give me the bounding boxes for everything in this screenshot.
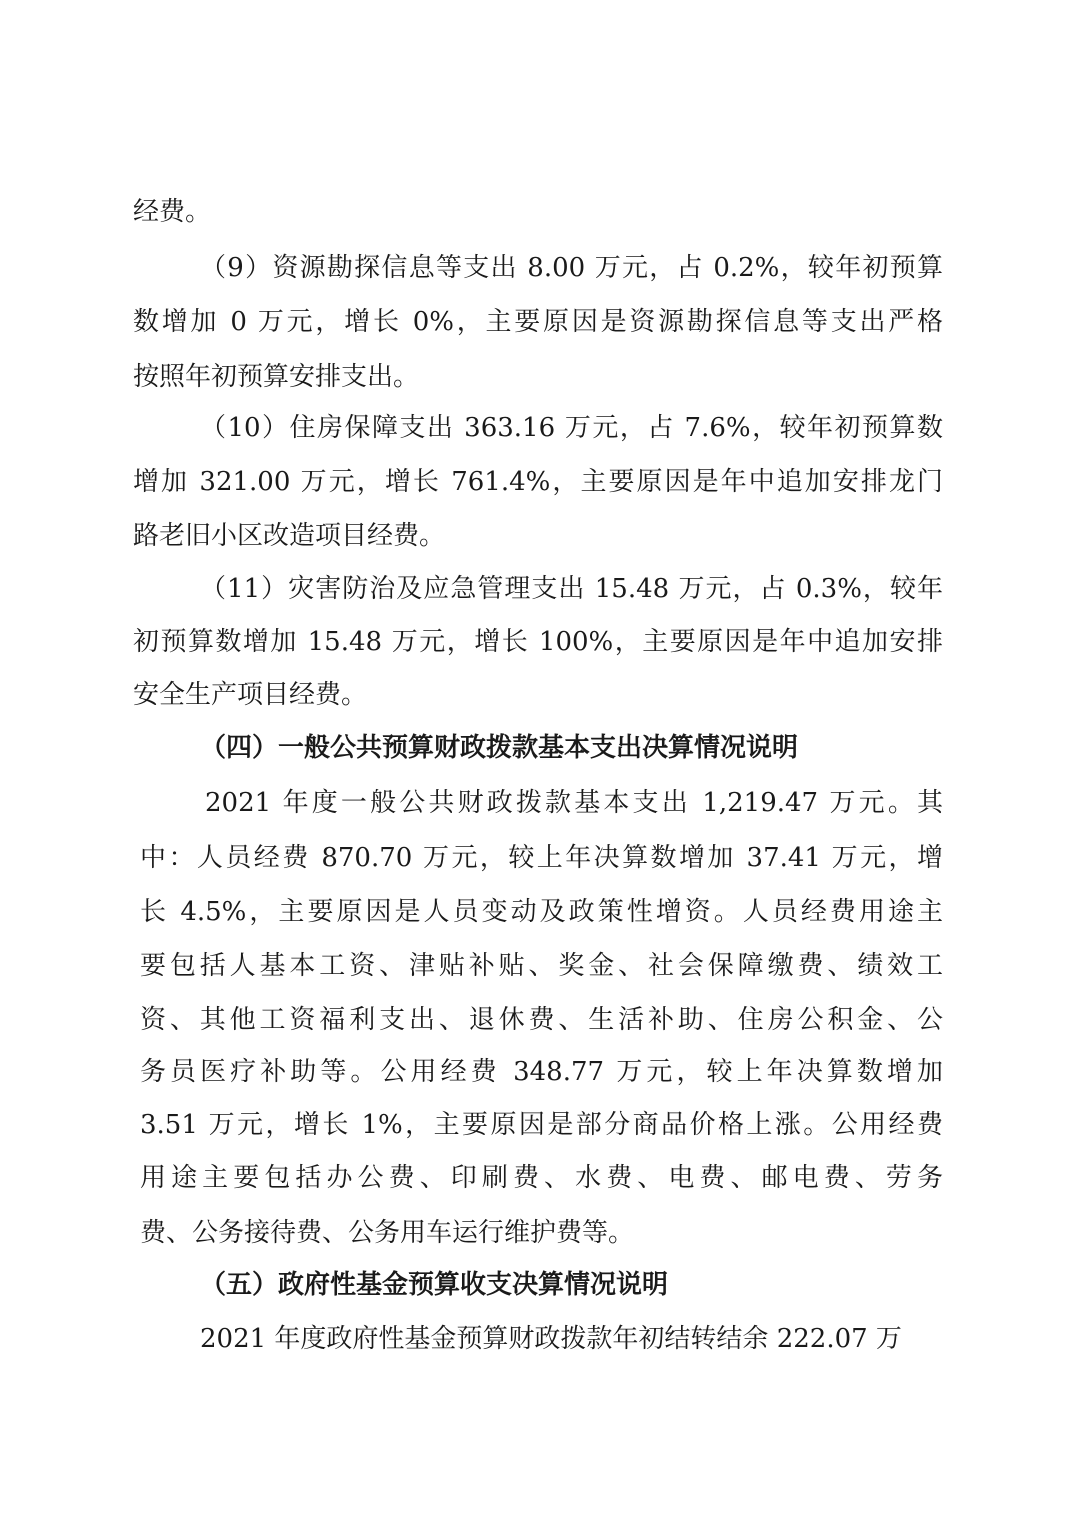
text-line: 3.51 万元，增长 1%，主要原因是部分商品价格上涨。公用经费 — [140, 1110, 943, 1140]
text-line: 2021 年度政府性基金预算财政拨款年初结转结余 222.07 万 — [200, 1324, 902, 1354]
text-line: （11）灾害防治及应急管理支出 15.48 万元，占 0.3%，较年 — [200, 574, 943, 604]
text-line: 资、其他工资福利支出、退休费、生活补助、住房公积金、公 — [140, 1005, 943, 1035]
text-line: 路老旧小区改造项目经费。 — [133, 521, 446, 551]
text-line: 安全生产项目经费。 — [133, 680, 368, 710]
text-line: （10）住房保障支出 363.16 万元，占 7.6%，较年初预算数 — [200, 413, 943, 443]
text-line: 要包括人基本工资、津贴补贴、奖金、社会保障缴费、绩效工 — [140, 951, 943, 981]
text-line: 费、公务接待费、公务用车运行维护费等。 — [140, 1218, 635, 1248]
text-line: 中：人员经费 870.70 万元，较上年决算数增加 37.41 万元，增 — [140, 843, 943, 873]
text-line: 2021 年度一般公共财政拨款基本支出 1,219.47 万元。其 — [205, 788, 943, 818]
text-line: 按照年初预算安排支出。 — [133, 362, 420, 392]
text-line: 增加 321.00 万元，增长 761.4%，主要原因是年中追加安排龙门 — [133, 467, 943, 497]
section-heading-four: （四）一般公共预算财政拨款基本支出决算情况说明 — [200, 733, 799, 763]
text-line: 用途主要包括办公费、印刷费、水费、电费、邮电费、劳务 — [140, 1163, 943, 1193]
text-line: 初预算数增加 15.48 万元，增长 100%，主要原因是年中追加安排 — [133, 627, 943, 657]
text-line: 务员医疗补助等。公用经费 348.77 万元，较上年决算数增加 — [140, 1057, 943, 1087]
text-line: 数增加 0 万元，增长 0%，主要原因是资源勘探信息等支出严格 — [133, 307, 943, 337]
text-line: 经费。 — [133, 197, 212, 227]
text-line: 长 4.5%，主要原因是人员变动及政策性增资。人员经费用途主 — [140, 897, 943, 927]
section-heading-five: （五）政府性基金预算收支决算情况说明 — [200, 1270, 669, 1300]
text-line: （9）资源勘探信息等支出 8.00 万元，占 0.2%，较年初预算 — [200, 253, 943, 283]
